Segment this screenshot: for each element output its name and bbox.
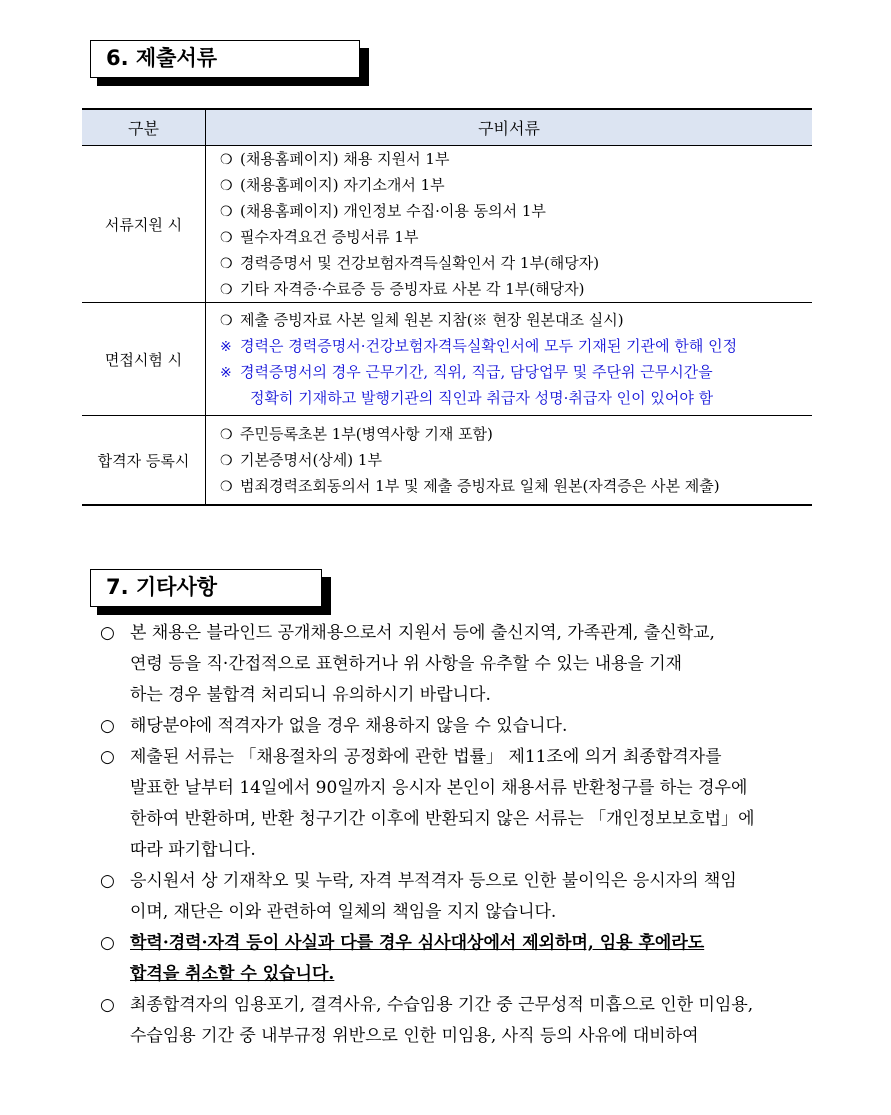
bullet-icon: ❍ — [220, 256, 233, 272]
bullet-icon: ○ — [100, 747, 115, 767]
list-item — [220, 421, 812, 447]
reference-mark-icon: ※ — [220, 365, 232, 381]
bullet-icon: ❍ — [220, 152, 233, 168]
row-category: 면접시험 시 — [82, 303, 206, 416]
list-item — [220, 307, 812, 333]
bullet-icon: ○ — [100, 716, 115, 736]
note-item — [220, 359, 812, 385]
row-category: 합격자 등록시 — [82, 416, 206, 506]
emphasized-list-item — [100, 928, 820, 990]
list-item — [100, 742, 820, 866]
list-item — [220, 447, 812, 473]
bullet-icon: ○ — [100, 995, 115, 1015]
row-category: 서류지원 시 — [82, 146, 206, 303]
submission-documents-table — [82, 108, 812, 506]
header-documents: 구비서류 — [206, 109, 813, 146]
list-item — [100, 866, 820, 928]
bullet-icon: ❍ — [220, 479, 233, 495]
item-line: 학력·경력·자격 등이 사실과 다를 경우 심사대상에서 제외하며, 임용 후에라도 — [130, 933, 705, 953]
list-item — [100, 711, 820, 742]
list-item — [220, 146, 812, 172]
table-row — [82, 146, 812, 303]
bullet-icon: ❍ — [220, 204, 233, 220]
list-item — [220, 172, 812, 198]
item-line: 합격을 취소할 수 있습니다. — [130, 964, 335, 984]
list-item — [220, 224, 812, 250]
item-text: 기본증명서(상세) 1부 — [240, 451, 382, 469]
reference-mark-icon: ※ — [220, 339, 232, 355]
section-6-heading: 6. 제출서류 — [90, 40, 360, 78]
item-line: 본 채용은 블라인드 공개채용으로서 지원서 등에 출신지역, 가족관계, 출신학교, — [130, 623, 715, 643]
note-text: 경력증명서의 경우 근무기간, 직위, 직급, 담당업무 및 주단위 근무시간을 — [240, 363, 713, 381]
bullet-icon: ❍ — [220, 178, 233, 194]
item-text: 제출 증빙자료 사본 일체 원본 지참(※ 현장 원본대조 실시) — [240, 311, 624, 329]
item-line: 연령 등을 직·간접적으로 표현하거나 위 사항을 유추할 수 있는 내용을 기재 — [130, 654, 683, 674]
item-text: 범죄경력조회동의서 1부 및 제출 증빙자료 일체 원본(자격증은 사본 제출) — [240, 477, 720, 495]
item-line: 응시원서 상 기재착오 및 누락, 자격 부적격자 등으로 인한 불이익은 응시자의 책임 — [130, 871, 737, 891]
item-line: 최종합격자의 임용포기, 결격사유, 수습임용 기간 중 근무성적 미흡으로 인한 미임용, — [130, 995, 754, 1015]
row-items — [206, 416, 813, 506]
item-text: (채용홈페이지) 개인정보 수집·이용 동의서 1부 — [240, 202, 546, 220]
table-row — [82, 303, 812, 416]
item-text: 경력증명서 및 건강보험자격득실확인서 각 1부(해당자) — [240, 254, 600, 272]
item-line: 제출된 서류는 「채용절차의 공정화에 관한 법률」 제11조에 의거 최종합격자를 — [130, 747, 722, 767]
list-item — [100, 618, 820, 711]
bullet-icon: ○ — [100, 871, 115, 891]
table-header-row — [82, 109, 812, 146]
list-item — [220, 276, 812, 302]
item-line: 수습임용 기간 중 내부규정 위반으로 인한 미임용, 사직 등의 사유에 대비하여 — [130, 1026, 699, 1046]
list-item — [100, 990, 820, 1052]
bullet-icon: ❍ — [220, 230, 233, 246]
item-line: 이며, 재단은 이와 관련하여 일체의 책임을 지지 않습니다. — [130, 902, 557, 922]
item-text: (채용홈페이지) 채용 지원서 1부 — [240, 150, 450, 168]
item-line: 한하여 반환하며, 반환 청구기간 이후에 반환되지 않은 서류는 「개인정보보호법」에 — [130, 809, 755, 829]
item-line: 하는 경우 불합격 처리되니 유의하시기 바랍니다. — [130, 685, 491, 705]
section-7-heading: 7. 기타사항 — [90, 569, 322, 607]
item-text: (채용홈페이지) 자기소개서 1부 — [240, 176, 445, 194]
bullet-icon: ○ — [100, 623, 115, 643]
table-row — [82, 416, 812, 506]
header-category: 구분 — [82, 109, 206, 146]
bullet-icon: ❍ — [220, 453, 233, 469]
item-line: 발표한 날부터 14일에서 90일까지 응시자 본인이 채용서류 반환청구를 하는 경우에 — [130, 778, 748, 798]
other-matters-list — [100, 618, 820, 1052]
note-text: 경력은 경력증명서·건강보험자격득실확인서에 모두 기재된 기관에 한해 인정 — [240, 337, 738, 355]
list-item — [220, 473, 812, 499]
bullet-icon: ❍ — [220, 427, 233, 443]
note-continuation: 정확히 기재하고 발행기관의 직인과 취급자 성명·취급자 인이 있어야 함 — [250, 389, 714, 407]
bullet-icon: ❍ — [220, 313, 233, 329]
item-text: 주민등록초본 1부(병역사항 기재 포함) — [240, 425, 493, 443]
item-text: 필수자격요건 증빙서류 1부 — [240, 228, 419, 246]
item-line: 해당분야에 적격자가 없을 경우 채용하지 않을 수 있습니다. — [130, 716, 568, 736]
item-text: 기타 자격증·수료증 등 증빙자료 사본 각 1부(해당자) — [240, 280, 585, 298]
row-items — [206, 146, 813, 303]
row-items — [206, 303, 813, 416]
item-line: 따라 파기합니다. — [130, 840, 256, 860]
list-item — [220, 198, 812, 224]
note-item — [220, 333, 812, 359]
bullet-icon: ○ — [100, 933, 115, 953]
list-item — [220, 250, 812, 276]
bullet-icon: ❍ — [220, 282, 233, 298]
